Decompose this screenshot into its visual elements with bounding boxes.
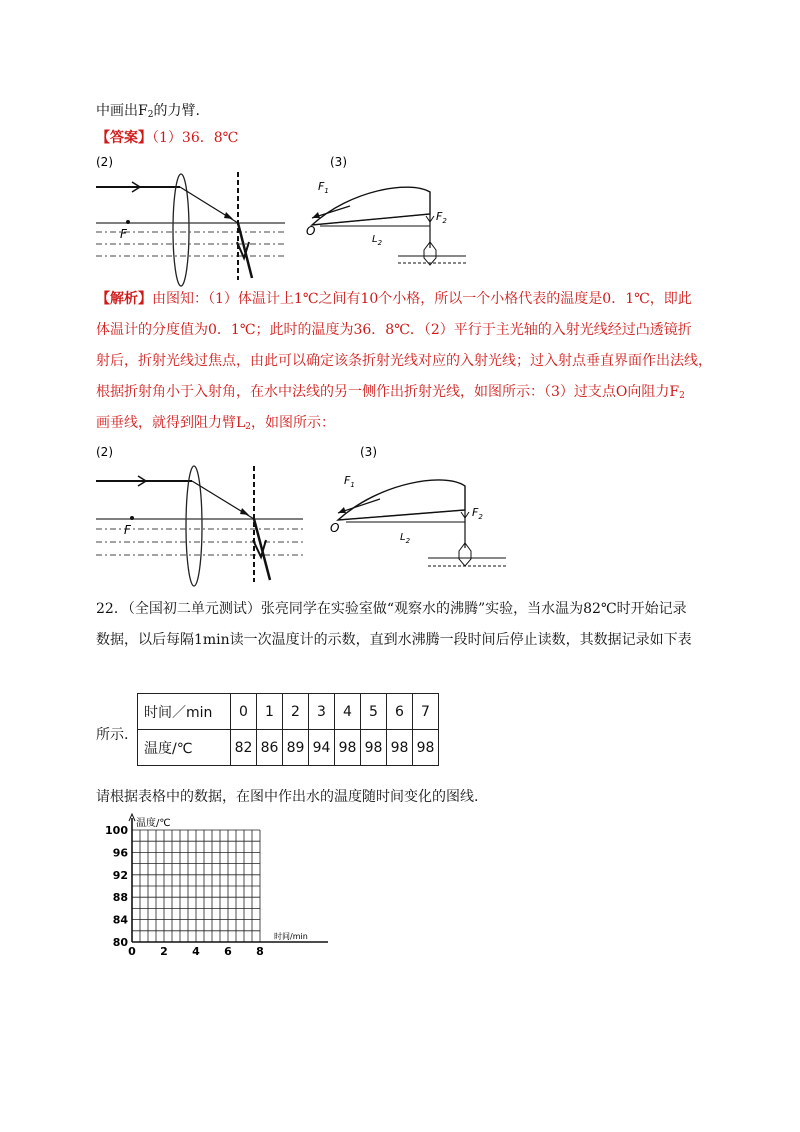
table-cell: 3 xyxy=(309,694,335,730)
x-tick-labels xyxy=(128,945,264,958)
analysis-sub-5: 2 xyxy=(245,422,252,432)
table-cell: 89 xyxy=(283,730,309,766)
y-axis-label: 温度/℃ xyxy=(136,818,171,829)
answer-figures xyxy=(0,150,800,290)
question-instruction: 请根据表格中的数据，在图中作出水的温度随时间变化的图线. xyxy=(96,789,479,805)
intro-text: 中画出F xyxy=(96,103,148,119)
x-tick-label: 0 xyxy=(128,945,136,958)
table-cell: 86 xyxy=(257,730,283,766)
y-tick-labels xyxy=(105,824,128,949)
lever-inner xyxy=(338,510,465,520)
fig2b-label: (2) xyxy=(96,445,113,459)
analysis-text-5: 画垂线，就得到阻力臂L xyxy=(96,415,246,431)
intro-sub: 2 xyxy=(147,110,154,120)
x-tick-label: 4 xyxy=(192,945,200,958)
table-row-temp xyxy=(138,730,439,766)
f2-label: $F_2$ xyxy=(472,506,483,521)
blank-graph-grid xyxy=(98,812,338,962)
focus-label: F xyxy=(120,227,127,241)
analysis-line-5 xyxy=(96,413,335,433)
question-so: 所示. xyxy=(96,727,129,743)
analysis-line-2: 体温计的分度值为0．1℃；此时的温度为36．8℃．（2）平行于主光轴的入射光线经过凸透镜折 xyxy=(96,322,692,338)
ray-arrow-2 xyxy=(240,508,249,515)
question-line-1: 22．（全国初二单元测试）张亮同学在实验室做“观察水的沸腾”实验，当水温为82℃时开始记录 xyxy=(96,601,687,617)
y-tick-label: 88 xyxy=(112,891,128,905)
table-cell: 98 xyxy=(335,730,361,766)
focus-label: F xyxy=(124,523,131,537)
table-cell: 4 xyxy=(335,694,361,730)
table-row-time xyxy=(138,694,439,730)
analysis-line-1 xyxy=(96,289,692,309)
analysis-text-4: 根据折射角小于入射角，在水中法线的另一侧作出折射光线，如图所示：（3）过支点O向阻力F xyxy=(96,384,680,400)
f1-label: $F_1$ xyxy=(344,474,355,489)
y-tick-label: 84 xyxy=(112,913,128,927)
grid-lines xyxy=(132,830,260,942)
analysis-figures xyxy=(0,440,800,590)
data-table xyxy=(137,693,439,766)
table-cell: 94 xyxy=(309,730,335,766)
table-cell: 0 xyxy=(231,694,257,730)
intro-post: 的力臂. xyxy=(153,103,200,119)
table-cell: 1 xyxy=(257,694,283,730)
answer-line xyxy=(96,128,238,148)
analysis-line-3: 射后，折射光线过焦点，由此可以确定该条折射光线对应的入射光线；过入射点垂直界面作出法线， xyxy=(96,353,712,369)
f1-arrow xyxy=(312,212,320,218)
table-header-temp: 温度/℃ xyxy=(138,730,231,766)
table-cell: 98 xyxy=(387,730,413,766)
pivot-label: O xyxy=(330,521,340,535)
focus-point xyxy=(126,220,130,224)
y-tick-label: 100 xyxy=(105,824,128,837)
analysis-post-5: ，如图所示： xyxy=(251,415,336,431)
answer-tag: 【答案】 xyxy=(96,130,152,146)
l2-label: $L_2$ xyxy=(372,234,383,247)
table-cell: 7 xyxy=(413,694,439,730)
f1-arrow xyxy=(338,507,346,513)
lever-body xyxy=(338,480,465,520)
table-header-time: 时间／min xyxy=(138,694,231,730)
analysis-sub-4: 2 xyxy=(679,391,685,401)
table-cell: 98 xyxy=(413,730,439,766)
x-tick-label: 8 xyxy=(256,945,264,958)
table-cell: 82 xyxy=(231,730,257,766)
x-tick-label: 2 xyxy=(160,945,168,958)
pivot-label: O xyxy=(306,224,316,238)
intro-line xyxy=(96,101,200,121)
ray-arrow-2 xyxy=(224,212,233,219)
answer-text: （1）36．8℃ xyxy=(152,130,239,146)
y-tick-label: 96 xyxy=(112,846,128,860)
table-cell: 6 xyxy=(387,694,413,730)
analysis-tag: 【解析】 xyxy=(96,291,152,307)
table-cell: 2 xyxy=(283,694,309,730)
x-axis-label: 时间/min xyxy=(274,932,308,941)
fig3-label: (3) xyxy=(330,155,347,169)
fig2-label: (2) xyxy=(96,155,113,169)
y-tick-label: 80 xyxy=(112,936,128,949)
lever-inner xyxy=(312,214,430,225)
y-tick-label: 92 xyxy=(112,868,128,882)
fig3b-label: (3) xyxy=(360,445,377,459)
table-cell: 5 xyxy=(361,694,387,730)
x-tick-label: 6 xyxy=(224,945,232,958)
f2-label: $F_2$ xyxy=(436,210,447,225)
l2-label: $L_2$ xyxy=(400,532,411,545)
analysis-text-1: 由图知：（1）体温计上1℃之间有10个小格，所以一个小格代表的温度是0．1℃，即此 xyxy=(152,291,692,307)
focus-point xyxy=(130,516,134,520)
analysis-line-4 xyxy=(96,382,685,402)
table-cell: 98 xyxy=(361,730,387,766)
convex-lens xyxy=(186,466,202,586)
f1-label: $F_1$ xyxy=(318,180,329,195)
question-line-2: 数据，以后每隔1min读一次温度计的示数，直到水沸腾一段时间后停止读数，其数据记录如下表 xyxy=(96,632,692,648)
